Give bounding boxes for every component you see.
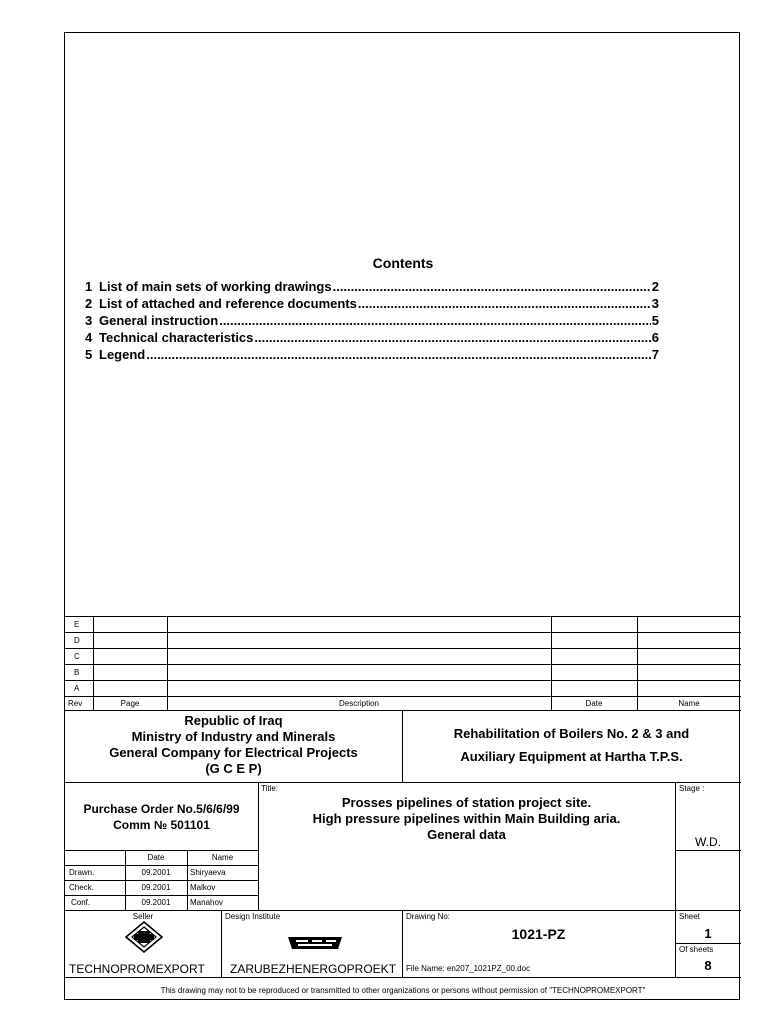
contents-title: Contents	[372, 255, 434, 271]
sig-role: Conf.	[71, 898, 91, 907]
stage-label: Stage :	[679, 784, 705, 793]
rev-row-label: A	[74, 684, 80, 693]
sig-date: 09.2001	[141, 898, 171, 907]
design-institute-label: Design Institute	[225, 912, 281, 921]
total-sheets: 8	[704, 958, 712, 973]
rev-row-label: D	[74, 636, 80, 645]
sig-name: Shiryaeva	[190, 868, 226, 877]
toc-item: 1 List of main sets of working drawings ..... 2	[85, 278, 659, 295]
purchase-order: Purchase Order No.5/6/6/99 Comm № 501101	[83, 802, 240, 832]
drawing-number-label: Drawing No:	[406, 912, 451, 921]
drawing-frame	[64, 32, 740, 1000]
date-header: Date	[585, 699, 603, 708]
file-name: File Name: en207_1021PZ_00.doc	[406, 964, 531, 973]
seller-name: TECHNOPROMEXPORT	[69, 962, 205, 976]
toc-item: 3 General instruction ..... 5	[85, 312, 659, 329]
toc-item: 5 Legend ..... 7	[85, 346, 659, 363]
sig-date-header: Date	[147, 853, 165, 862]
page-header: Page	[120, 699, 140, 708]
sig-role: Drawn.	[69, 868, 95, 877]
description-header: Description	[338, 699, 379, 708]
table-of-contents	[85, 278, 659, 363]
sig-name: Manahov	[190, 898, 223, 907]
seller-logo-icon	[124, 921, 164, 953]
sig-name-header: Name	[211, 853, 234, 862]
design-institute-name: ZARUBEZHENERGOPROEKT	[230, 962, 397, 976]
rev-row-label: B	[74, 668, 80, 677]
toc-item: 4 Technical characteristics ..... 6	[85, 329, 659, 346]
drawing-title: Prosses pipelines of station project site. High pressure pipelines within Main Building aria. General data	[312, 795, 621, 842]
copyright-notice: This drawing may not to be reproduced or transmitted to other organizations or persons without permission of "TECHNOPROMEXPORT"	[160, 986, 646, 995]
design-institute-logo-icon	[286, 936, 344, 950]
sig-date: 09.2001	[141, 868, 171, 877]
drawing-number: 1021-PZ	[511, 926, 566, 942]
rev-header: Rev	[68, 699, 83, 708]
sheet-number: 1	[704, 926, 712, 941]
seller-label: Seller	[132, 912, 154, 921]
project-name: Rehabilitation of Boilers No. 2 & 3 and Auxiliary Equipment at Hartha T.P.S.	[453, 726, 690, 764]
sheet-label: Sheet	[679, 912, 700, 921]
rev-row-label: E	[74, 620, 80, 629]
sig-name: Malkov	[190, 883, 216, 892]
client-block: Republic of Iraq Ministry of Industry and Minerals General Company for Electrical Projects (G C E P)	[109, 713, 358, 776]
toc-item: 2 List of attached and reference documents ..... 3	[85, 295, 659, 312]
stage-value: W.D.	[695, 835, 721, 849]
of-sheets-label: Of sheets	[679, 945, 714, 954]
sig-date: 09.2001	[141, 883, 171, 892]
title-label: Title:	[261, 784, 279, 793]
name-header: Name	[678, 699, 700, 708]
rev-row-label: C	[74, 652, 80, 661]
sig-role: Check.	[69, 883, 94, 892]
